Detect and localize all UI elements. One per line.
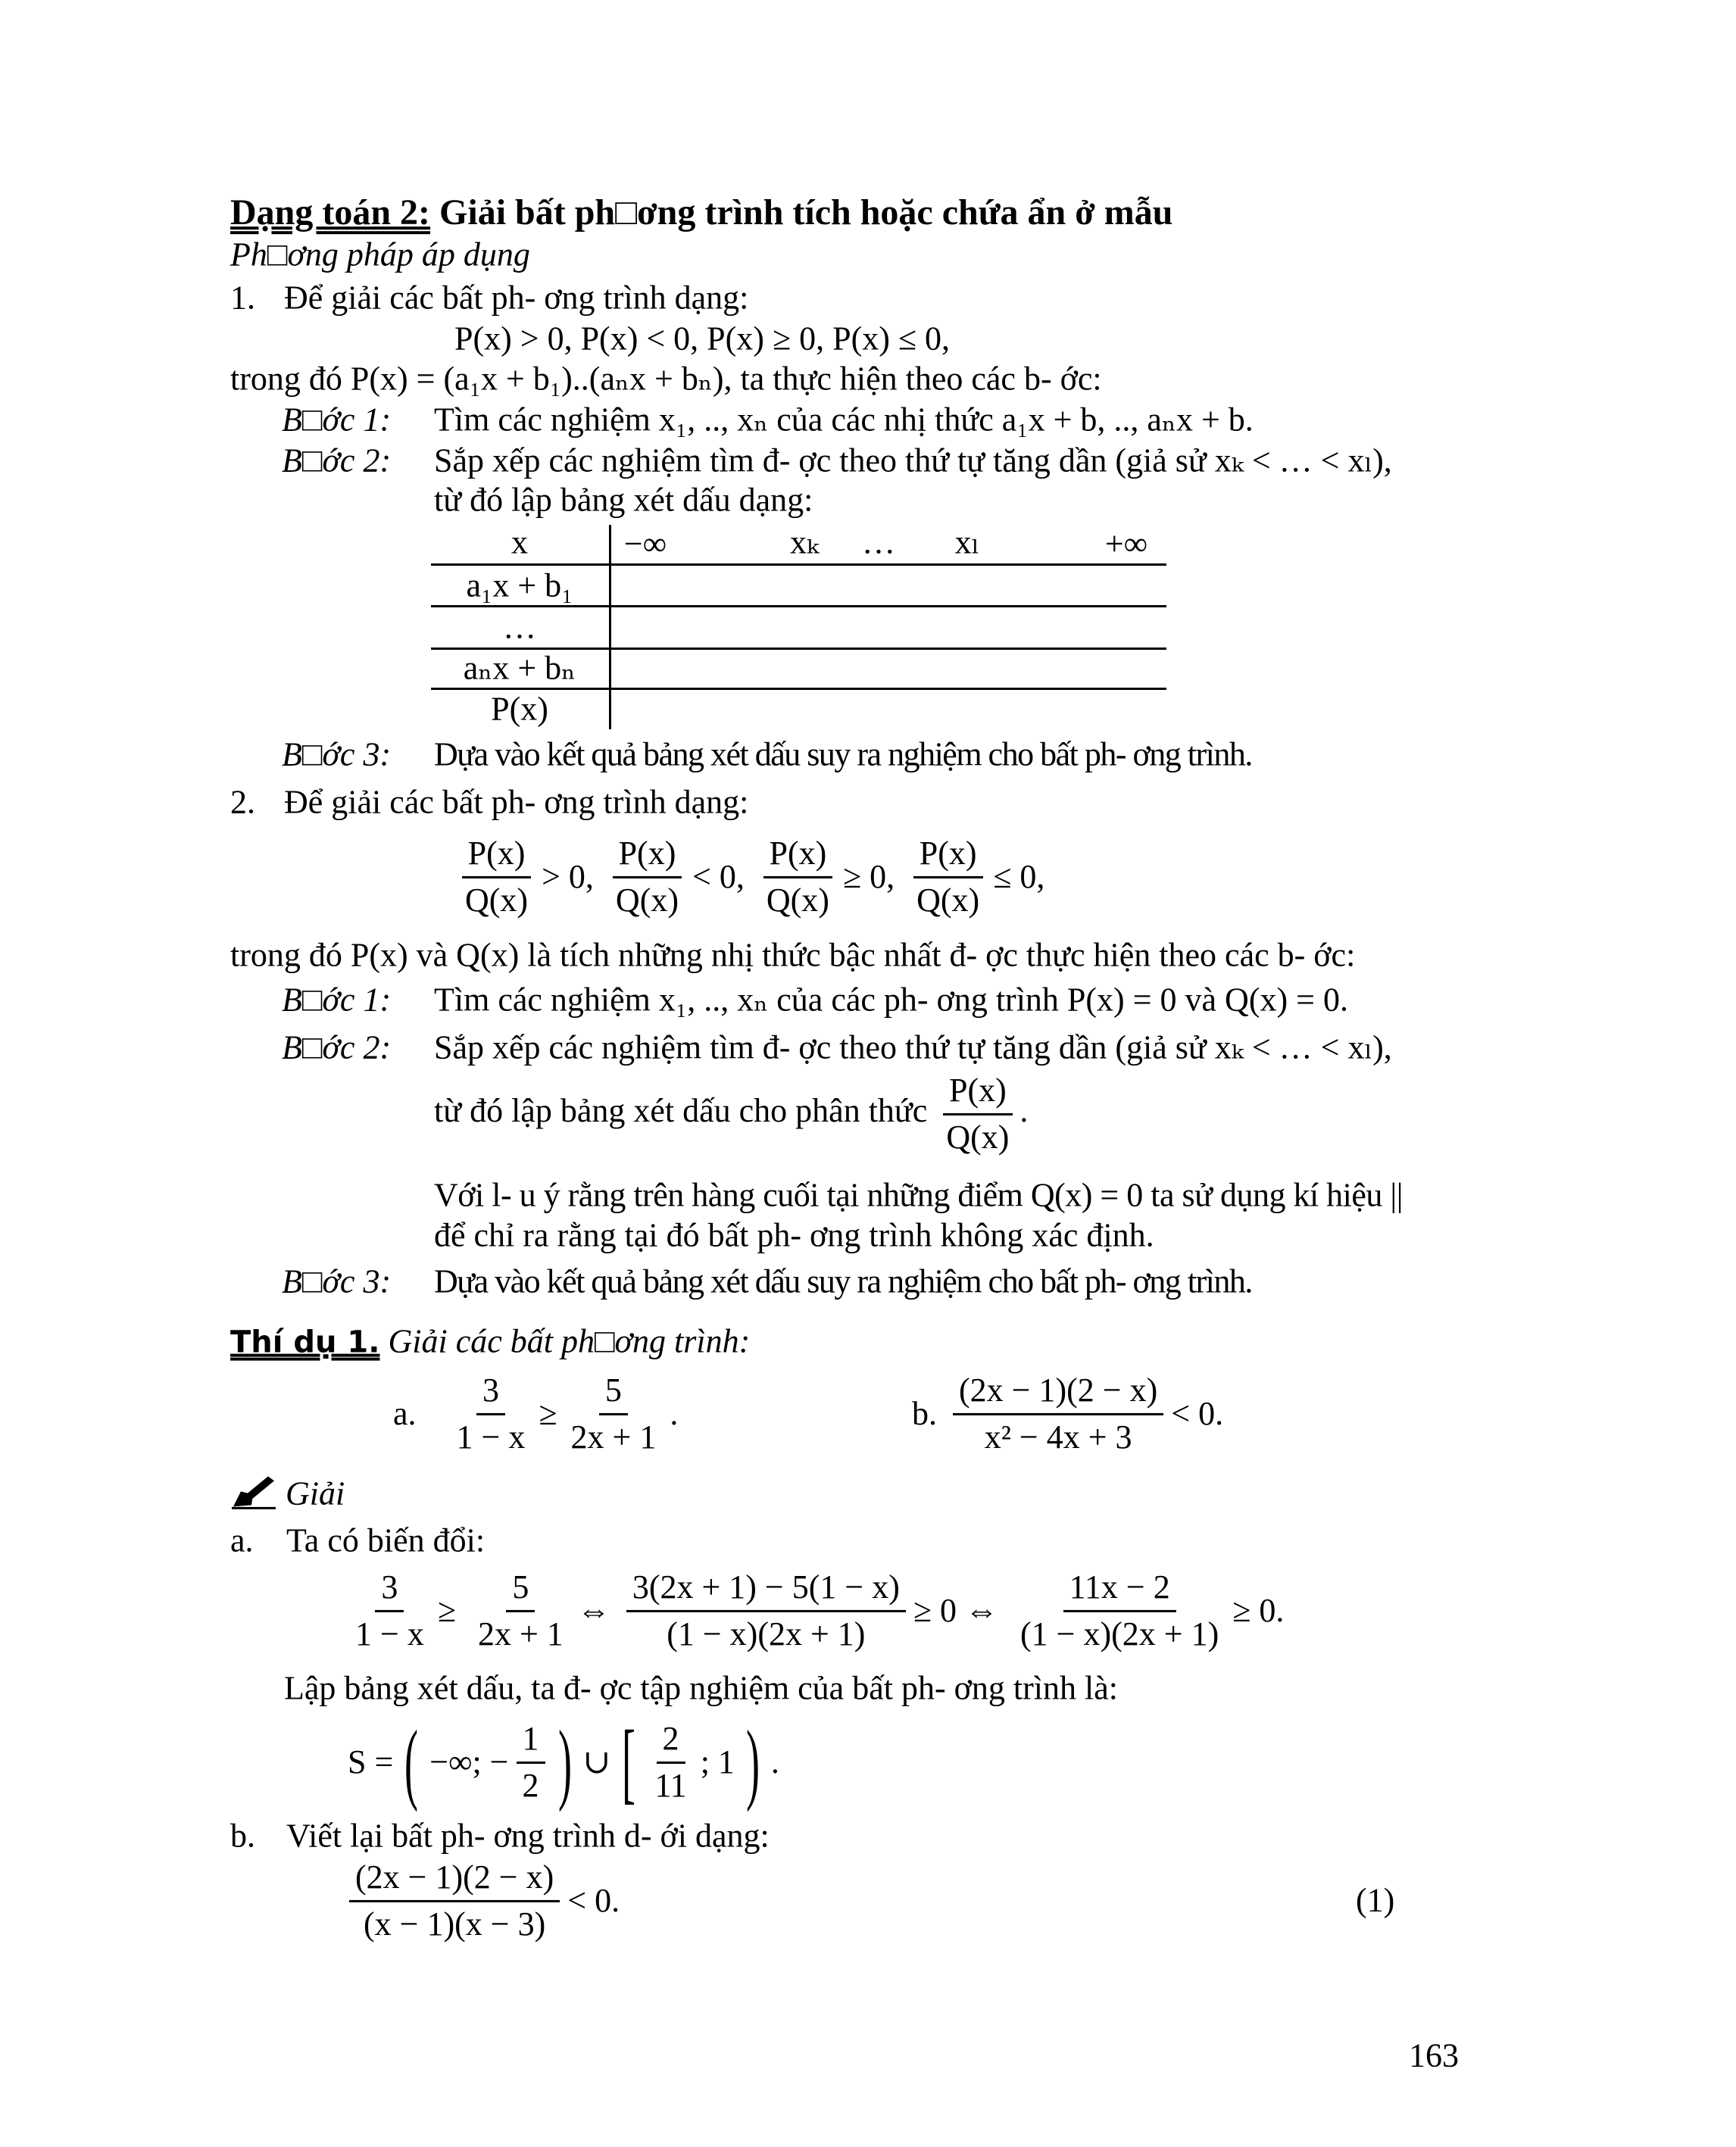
table-header-pos-inf: +∞ — [1104, 525, 1148, 563]
union-symbol: ∪ — [582, 1743, 611, 1780]
numerator: P(x) — [462, 835, 532, 878]
section-label: Dạng toán 2: — [230, 192, 431, 233]
table-divider — [609, 525, 611, 729]
part1-number: 1. — [230, 279, 255, 317]
relation: ≥ 0, — [842, 857, 895, 895]
p2-step1-label: B□ớc 1: — [282, 981, 392, 1019]
table-header-x: x — [511, 523, 528, 561]
relation: ≥ 0. — [1232, 1591, 1285, 1629]
table-header-xl: xₗ — [954, 523, 980, 561]
section-title — [230, 191, 1172, 235]
denominator: Q(x) — [615, 881, 679, 919]
p1-step2-label: B□ớc 2: — [282, 442, 392, 479]
fraction — [648, 1720, 692, 1805]
fraction — [1014, 1568, 1225, 1653]
sol-a-label: a. — [230, 1521, 254, 1559]
p1-step1-label: B□ớc 1: — [282, 401, 392, 438]
relation: > 0, — [542, 857, 594, 895]
relation: ⇔ — [576, 1591, 610, 1629]
set-neg-inf: −∞; − — [429, 1743, 509, 1780]
numerator: P(x) — [763, 835, 833, 878]
denominator: 1 − x — [355, 1615, 424, 1652]
p1-step1-text: Tìm các nghiệm x₁, .., xₙ của các nhị thức a₁x + b, .., aₙx + b. — [434, 401, 1254, 438]
numerator: P(x) — [613, 835, 682, 878]
relation: ≤ 0, — [993, 857, 1045, 895]
relation: < 0. — [567, 1881, 620, 1919]
denominator: x² − 4x + 3 — [984, 1418, 1132, 1456]
fraction — [472, 1568, 570, 1653]
fraction — [760, 835, 835, 919]
pen-writing-icon — [230, 1475, 277, 1519]
fraction — [349, 1568, 430, 1653]
section-title-text: Giải bất ph□ơng trình tích hoặc chứa ẩn ở mẫu — [439, 192, 1173, 233]
page-number: 163 — [1409, 2036, 1459, 2074]
table-rule — [431, 605, 1166, 607]
open-paren: ( — [404, 1712, 419, 1812]
table-row-label: P(x) — [491, 690, 548, 728]
denominator: 1 − x — [456, 1418, 526, 1456]
denominator: (1 − x)(2x + 1) — [667, 1615, 866, 1652]
denominator: 2x + 1 — [477, 1615, 564, 1652]
denominator: Q(x) — [465, 881, 529, 919]
table-header-neg-inf: −∞ — [623, 525, 667, 563]
p2-step3-label: B□ớc 3: — [282, 1262, 392, 1300]
part2-intro: Để giải các bất ph- ơng trình dạng: — [284, 783, 749, 821]
denominator: Q(x) — [766, 881, 829, 919]
numerator: 3 — [476, 1372, 505, 1415]
fraction — [517, 1720, 545, 1805]
example-text: Giải các bất ph□ơng trình: — [388, 1322, 751, 1360]
p2-step2-text2 — [434, 1072, 1028, 1156]
fraction — [451, 1372, 532, 1456]
numerator: P(x) — [913, 835, 983, 878]
table-header-xk: xₖ — [789, 523, 820, 561]
set-lhs: S = — [348, 1743, 394, 1780]
numerator: 1 — [517, 1720, 545, 1764]
numerator: P(x) — [943, 1072, 1013, 1116]
period: . — [1019, 1092, 1029, 1130]
open-bracket: [ — [622, 1712, 636, 1812]
denominator: 2 — [522, 1766, 539, 1804]
numerator: 2 — [657, 1720, 685, 1764]
fraction — [953, 1372, 1163, 1456]
p2-note2: để chỉ ra rằng tại đó bất ph- ơng trình không xác định. — [434, 1216, 1154, 1254]
close-paren: ) — [557, 1712, 572, 1812]
sol-b-label: b. — [230, 1817, 255, 1855]
relation: ≥ — [437, 1591, 456, 1629]
example-a — [390, 1372, 681, 1456]
p1-step2-text: Sắp xếp các nghiệm tìm đ- ợc theo thứ tự tăng dần (giả sử xₖ < … < xₗ), — [434, 442, 1392, 479]
numerator: 11x − 2 — [1063, 1568, 1176, 1612]
table-header-ellipsis: … — [862, 523, 895, 561]
p1-step2-text2: từ đó lập bảng xét dấu dạng: — [434, 481, 813, 519]
relation: ≥ — [539, 1394, 557, 1432]
numerator: (2x − 1)(2 − x) — [953, 1372, 1163, 1415]
p1-step3-text: Dựa vào kết quả bảng xét dấu suy ra nghiệm cho bất ph- ơng trình. — [434, 735, 1252, 773]
solution-set — [345, 1712, 782, 1812]
part2-number: 2. — [230, 783, 255, 821]
relation: < 0, — [692, 857, 745, 895]
denominator: Q(x) — [946, 1118, 1010, 1156]
fraction — [940, 1072, 1015, 1156]
period: . — [670, 1394, 679, 1432]
p2-step2-text: Sắp xếp các nghiệm tìm đ- ợc theo thứ tự tăng dần (giả sử xₖ < … < xₗ), — [434, 1028, 1392, 1066]
fraction — [910, 835, 985, 919]
denominator: 11 — [654, 1766, 687, 1804]
item-label: b. — [912, 1394, 937, 1432]
table-row-label: aₙx + bₙ — [463, 649, 576, 687]
numerator: 5 — [599, 1372, 628, 1415]
p2-step1-text: Tìm các nghiệm x₁, .., xₙ của các ph- ơng trình P(x) = 0 và Q(x) = 0. — [434, 981, 1348, 1019]
p2-step2-label: B□ớc 2: — [282, 1028, 392, 1066]
denominator: (1 − x)(2x + 1) — [1020, 1615, 1219, 1652]
sol-a-result-text: Lập bảng xét dấu, ta đ- ợc tập nghiệm của bất ph- ơng trình là: — [284, 1669, 1118, 1707]
sol-a-intro: Ta có biến đổi: — [286, 1521, 486, 1559]
part2-forms — [454, 835, 1048, 919]
example-b — [909, 1372, 1226, 1456]
fraction — [610, 835, 685, 919]
sol-a-equation — [345, 1568, 1287, 1653]
part2-where: trong đó P(x) và Q(x) là tích những nhị thức bậc nhất đ- ợc thực hiện theo các b- ớc: — [230, 936, 1356, 974]
fraction — [626, 1568, 906, 1653]
fraction — [565, 1372, 663, 1456]
close-paren: ) — [745, 1712, 760, 1812]
fraction — [459, 835, 534, 919]
numerator: 3 — [375, 1568, 404, 1612]
p2-note1: Với l- u ý rằng trên hàng cuối tại những điểm Q(x) = 0 ta sử dụng kí hiệu || — [434, 1176, 1403, 1214]
p2-step3-text: Dựa vào kết quả bảng xét dấu suy ra nghiệm cho bất ph- ơng trình. — [434, 1262, 1252, 1300]
numerator: 5 — [506, 1568, 535, 1612]
equation-number: (1) — [1356, 1881, 1395, 1919]
p1-step3-label: B□ớc 3: — [282, 735, 392, 773]
numerator: 3(2x + 1) − 5(1 − x) — [626, 1568, 906, 1612]
part1-where: trong đó P(x) = (a₁x + b₁)..(aₙx + bₙ), ta thực hiện theo các b- ớc: — [230, 360, 1102, 398]
sol-b-intro: Viết lại bất ph- ơng trình d- ới dạng: — [286, 1817, 770, 1855]
denominator: Q(x) — [916, 881, 980, 919]
denominator: (x − 1)(x − 3) — [364, 1905, 546, 1943]
method-heading: Ph□ơng pháp áp dụng — [230, 236, 530, 273]
fraction — [349, 1858, 560, 1943]
table-row-label: … — [503, 608, 536, 646]
item-label: a. — [393, 1394, 417, 1432]
example-label: Thí dụ 1. — [230, 1325, 380, 1360]
denominator: 2x + 1 — [570, 1418, 657, 1456]
sol-b-equation — [345, 1858, 623, 1943]
example-heading — [230, 1322, 750, 1362]
solution-heading — [230, 1474, 345, 1518]
numerator: (2x − 1)(2 − x) — [349, 1858, 560, 1902]
table-row-label: a₁x + b₁ — [466, 566, 573, 604]
part1-intro: Để giải các bất ph- ơng trình dạng: — [284, 279, 749, 317]
step2-text2: từ đó lập bảng xét dấu cho phân thức — [434, 1092, 928, 1130]
relation: < 0. — [1171, 1394, 1224, 1432]
set-rest: ; 1 — [700, 1743, 735, 1780]
relation: ≥ 0 ⇔ — [913, 1591, 999, 1629]
period: . — [770, 1743, 779, 1780]
solution-label: Giải — [286, 1475, 345, 1512]
part1-forms: P(x) > 0, P(x) < 0, P(x) ≥ 0, P(x) ≤ 0, — [454, 320, 951, 357]
